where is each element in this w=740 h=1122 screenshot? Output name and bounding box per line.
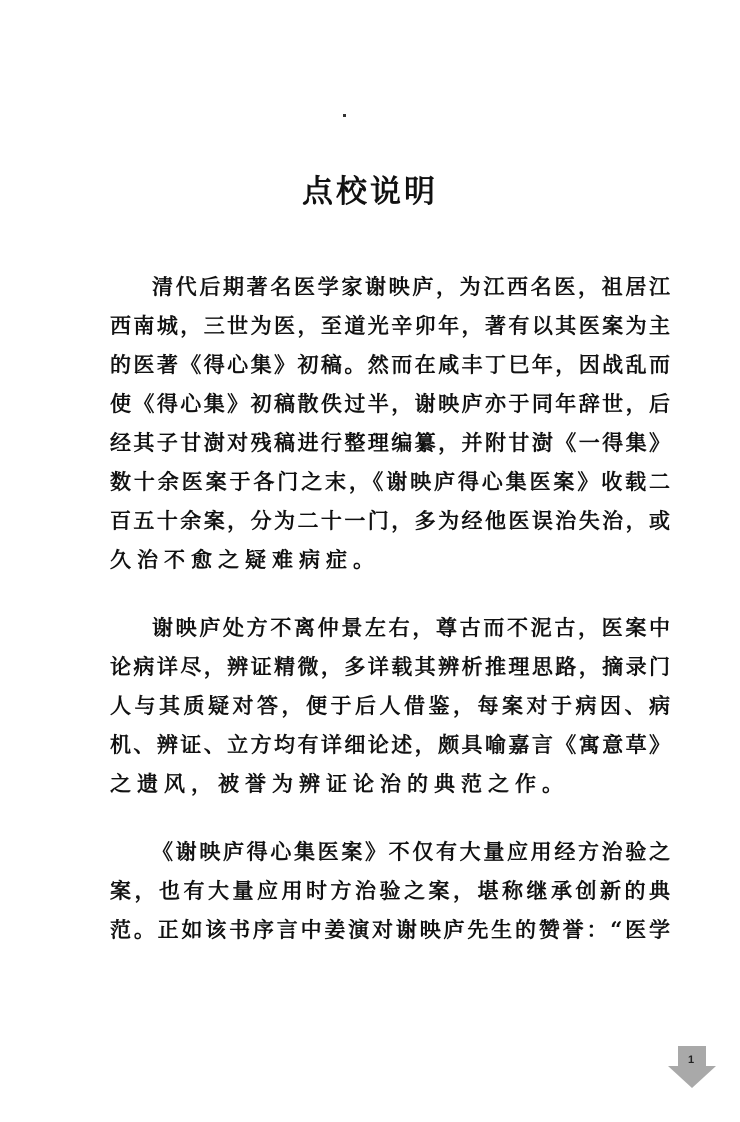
down-arrow-icon [666,1044,716,1090]
text-line: 机、辨证、立方均有详细论述，颇具喻嘉言《寓意草》 [110,732,670,757]
text-line: 的医著《得心集》初稿。然而在咸丰丁巳年，因战乱而 [110,352,670,377]
page-number-badge [666,1044,716,1090]
text-line: 久治不愈之疑难病症。 [110,547,380,572]
text-line: 案，也有大量应用时方治验之案，堪称继承创新的典 [110,878,670,903]
text-line: 论病详尽，辨证精微，多详载其辨析推理思路，摘录门 [110,654,670,679]
text-line: 百五十余案，分为二十一门，多为经他医误治失治，或 [110,508,670,533]
stray-dot-mark [343,114,346,117]
text-line: 人与其质疑对答，便于后人借鉴，每案对于病因、病 [110,693,670,718]
page-title: 点校说明 [302,174,438,210]
text-line: 谢映庐处方不离仲景左右，尊古而不泥古，医案中 [152,615,670,640]
text-line: 范。正如该书序言中姜演对谢映庐先生的赞誉：“医学 [110,917,670,942]
page-number: 1 [687,1054,695,1066]
text-line: 之遗风，被誉为辨证论治的典范之作。 [110,771,569,796]
text-line: 使《得心集》初稿散佚过半，谢映庐亦于同年辞世，后 [110,391,670,416]
text-line: 经其子甘澍对残稿进行整理编纂，并附甘澍《一得集》 [110,430,670,455]
text-line: 西南城，三世为医，至道光辛卯年，著有以其医案为主 [110,313,670,338]
text-line: 《谢映庐得心集医案》不仅有大量应用经方治验之 [152,839,670,864]
text-line: 数十余医案于各门之末，《谢映庐得心集医案》收载二 [110,469,670,494]
text-line: 清代后期著名医学家谢映庐，为江西名医，祖居江 [152,274,670,299]
